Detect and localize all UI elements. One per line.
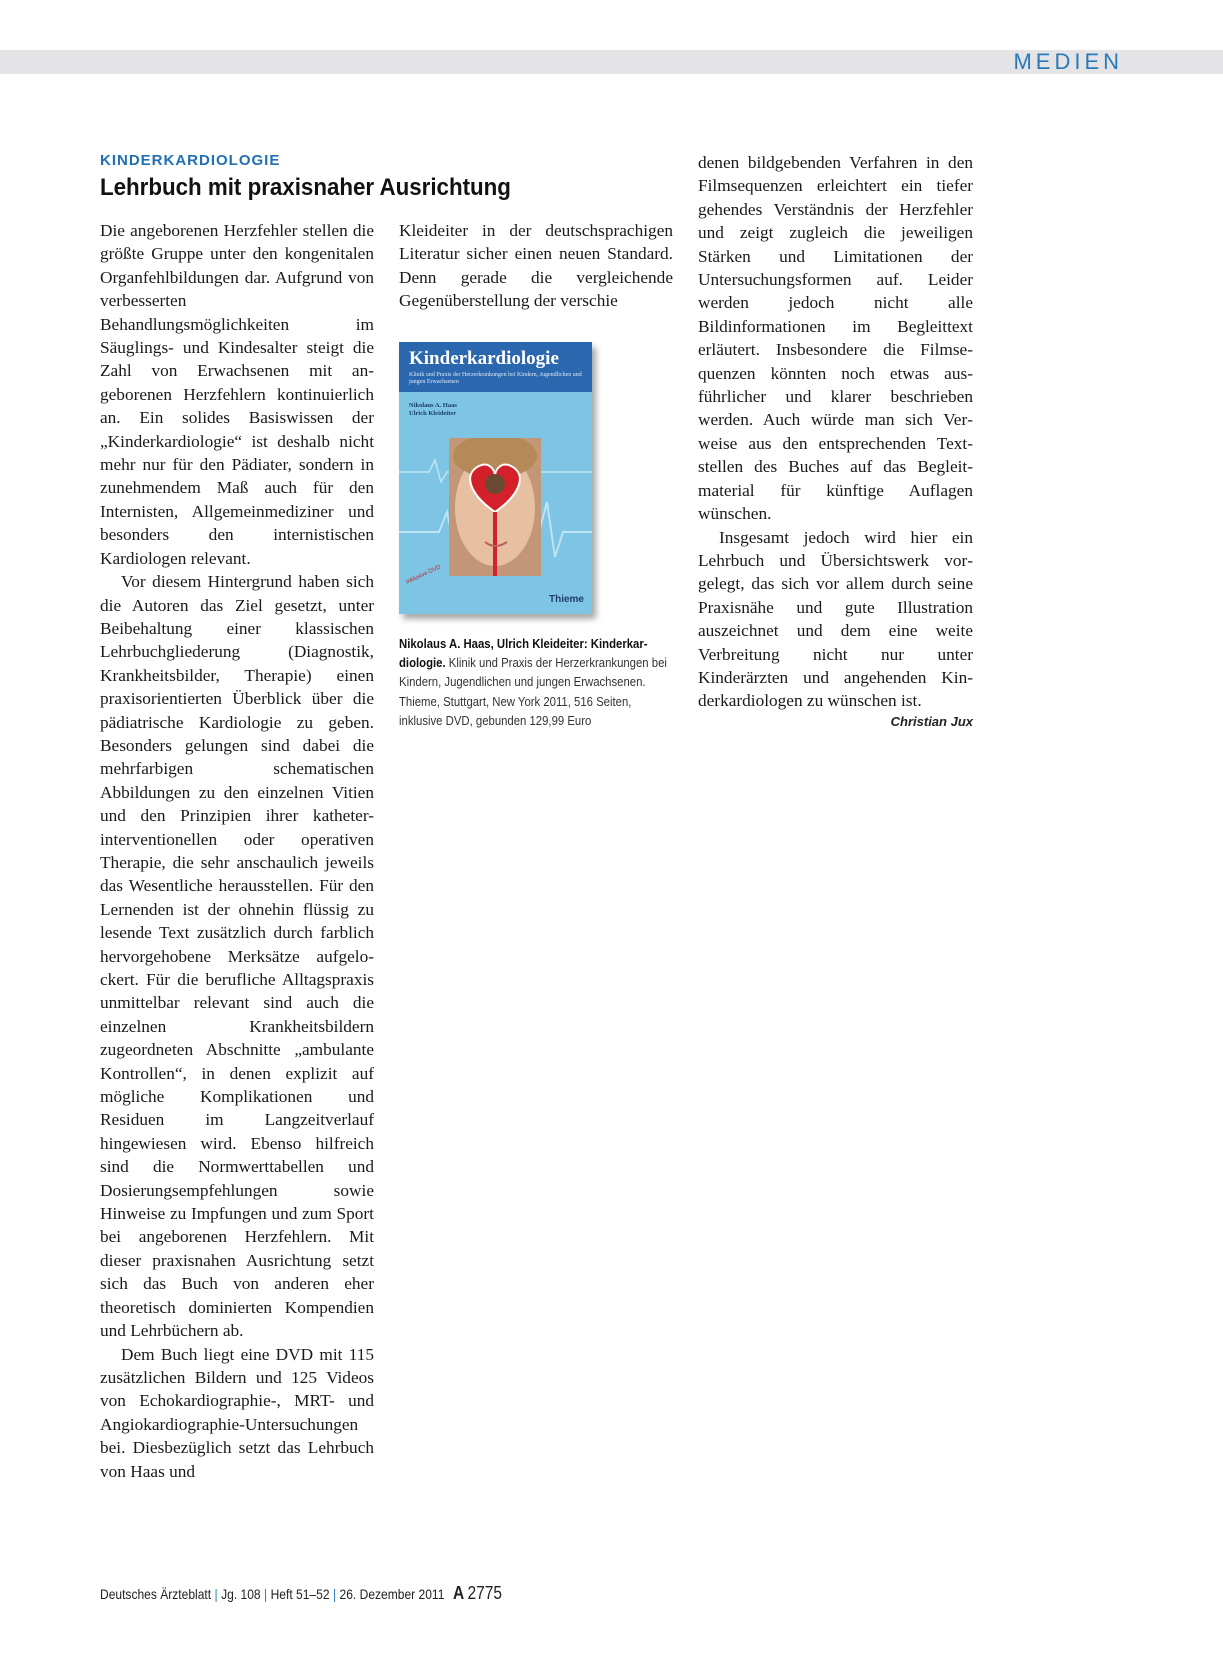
footer-volume: Jg. 108 bbox=[221, 1586, 261, 1602]
footer-separator: | bbox=[332, 1586, 337, 1602]
footer-page-number: 2775 bbox=[467, 1583, 502, 1603]
footer-separator: | bbox=[264, 1586, 268, 1602]
paragraph: Insgesamt jedoch wird hier ein Lehrbuch und Übersichtswerk vorgelegt, das sich vor allem durch seine Praxisnähe und gute Illustration auszeichnet und dem eine weite Verbreitung nicht nur unter Kinderärzten und angehenden Kinderkardiologen zu wünschen ist. bbox=[698, 527, 973, 711]
cover-title: Kinderkardiologie bbox=[409, 348, 559, 369]
caption-title: Nikolaus A. Haas, Ulrich Kleideiter: Kinderkardiologie. bbox=[399, 636, 648, 671]
paragraph: Kleideiter in der deutschsprachigen Literatur sicher einen neuen Standard. Denn gerade die vergleichende Gegenüberstellung der verschie bbox=[399, 221, 673, 311]
page-footer bbox=[100, 1583, 502, 1604]
paragraph: Vor diesem Hintergrund haben sich die Autoren das Ziel gesetzt, unter Beibehaltung einer klassischen Lehrbuchgliederung (Diagnostik, Krankheitsbilder, Therapie) einen praxisorientierten Überblick über die pädiatrische Kardiologie zu geben. Besonders gelungen sind dabei die mehrfarbigen schematischen Abbildungen zu den einzelnen Vitien und den Prinzipien ihrer katheter-interventionellen oder operativen Therapie, die sehr anschaulich jeweils das Wesentliche herausstellen. Für den Lernenden ist der ohnehin flüssig zu lesende Text zusätzlich durch farblich hervorgehobene Merksätze aufgelockert. Für die berufliche Alltagspraxis unmittelbar relevant sind auch die einzelnen Krankheitsbildern zugeordneten Abschnitte „ambulante Kontrollen“, in denen explizit auf mögliche Komplikationen und Residuen im Langzeitverlauf hingewiesen wird. Ebenso hilfreich sind die Normwerttabellen und Dosierungsempfehlungen sowie Hinweise zu Impfungen und zum Sport bei angeborenen Herzfehlern. Mit dieser praxisnahen Ausrichtung setzt sich das Buch von anderen eher theoretisch dominierten Kompendien und Lehrbüchern ab. bbox=[100, 572, 374, 1341]
cover-publisher-logo: Thieme bbox=[548, 594, 584, 605]
footer-separator: | bbox=[214, 1586, 218, 1602]
paragraph: Dem Buch liegt eine DVD mit 115 zusätzlichen Bildern und 125 Videos von Echokardiographie-, MRT- und Angiokardiographie-Untersuchungen bei. Diesbezüglich setzt das Lehrbuch von Haas und bbox=[100, 1344, 374, 1481]
footer-date: 26. Dezember 2011 bbox=[339, 1586, 445, 1602]
cover-author: Nikolaus A. Haas bbox=[409, 402, 457, 409]
cover-photo-child-with-heart bbox=[449, 438, 541, 576]
paragraph: denen bildgebenden Verfahren in den Filmsequenzen erleichtert ein tiefer gehendes Verständnis der Herzfehler und zeigt zugleich die jeweiligen Stärken und Limitationen der Untersuchungsformen auf. Leider werden jedoch nicht alle Bildinformationen im Begleittext erläutert. Insbesondere die Filmsequenzen könnten noch etwas ausführlicher und klarer beschrieben werden. Auch würde man sich Verweise aus den entsprechenden Textstellen des Buches auf das Begleitmaterial für künftige Auflagen wünschen. bbox=[698, 153, 973, 524]
article-rubric: KINDERKARDIOLOGIE bbox=[100, 152, 281, 169]
book-caption bbox=[399, 634, 667, 730]
article-headline: Lehrbuch mit praxisnaher Ausrichtung bbox=[100, 174, 511, 201]
article-author: Christian Jux bbox=[890, 714, 973, 729]
text-column-3 bbox=[698, 151, 973, 713]
paragraph: Die angeborenen Herzfehler stellen die größte Gruppe unter den kongenitalen Organfehlbildungen dar. Aufgrund von verbesserten Behandlungsmöglichkeiten im Säuglings- und Kindesalter steigt die Zahl von Erwachsenen mit angeborenen Herzfehlern kontinuierlich an. Ein solides Basiswissen der „Kinderkardiologie“ ist deshalb nicht mehr nur für den Pädiater, sondern in zunehmendem Maß auch für den Internisten, Allgemeinmediziner und besonders den internistischen Kardiologen relevant. bbox=[100, 221, 374, 568]
section-label: MEDIEN bbox=[1013, 49, 1123, 74]
footer-journal: Deutsches Ärzteblatt bbox=[100, 1586, 212, 1602]
cover-author: Ulrich Kleideiter bbox=[409, 410, 457, 417]
footer-issue: Heft 51–52 bbox=[270, 1586, 330, 1602]
text-column-2 bbox=[399, 219, 673, 313]
text-column-1 bbox=[100, 219, 374, 1483]
cover-subtitle: Klinik und Praxis der Herzerkrankungen bei Kindern, Jugendlichen und jungen Erwachsenen bbox=[409, 372, 582, 385]
footer-page-prefix: A bbox=[453, 1583, 465, 1603]
heart-icon bbox=[449, 438, 541, 576]
book-cover bbox=[399, 342, 592, 614]
cover-dvd-label: inklusive DVD bbox=[405, 564, 442, 586]
caption-details: Klinik und Praxis der Herzerkrankungen bei Kindern, Jugendlichen und jungen Erwachsenen. Thieme, Stuttgart, New York 2011, 516 Seiten, inklusive DVD, gebunden 129,99 Euro bbox=[399, 655, 667, 728]
